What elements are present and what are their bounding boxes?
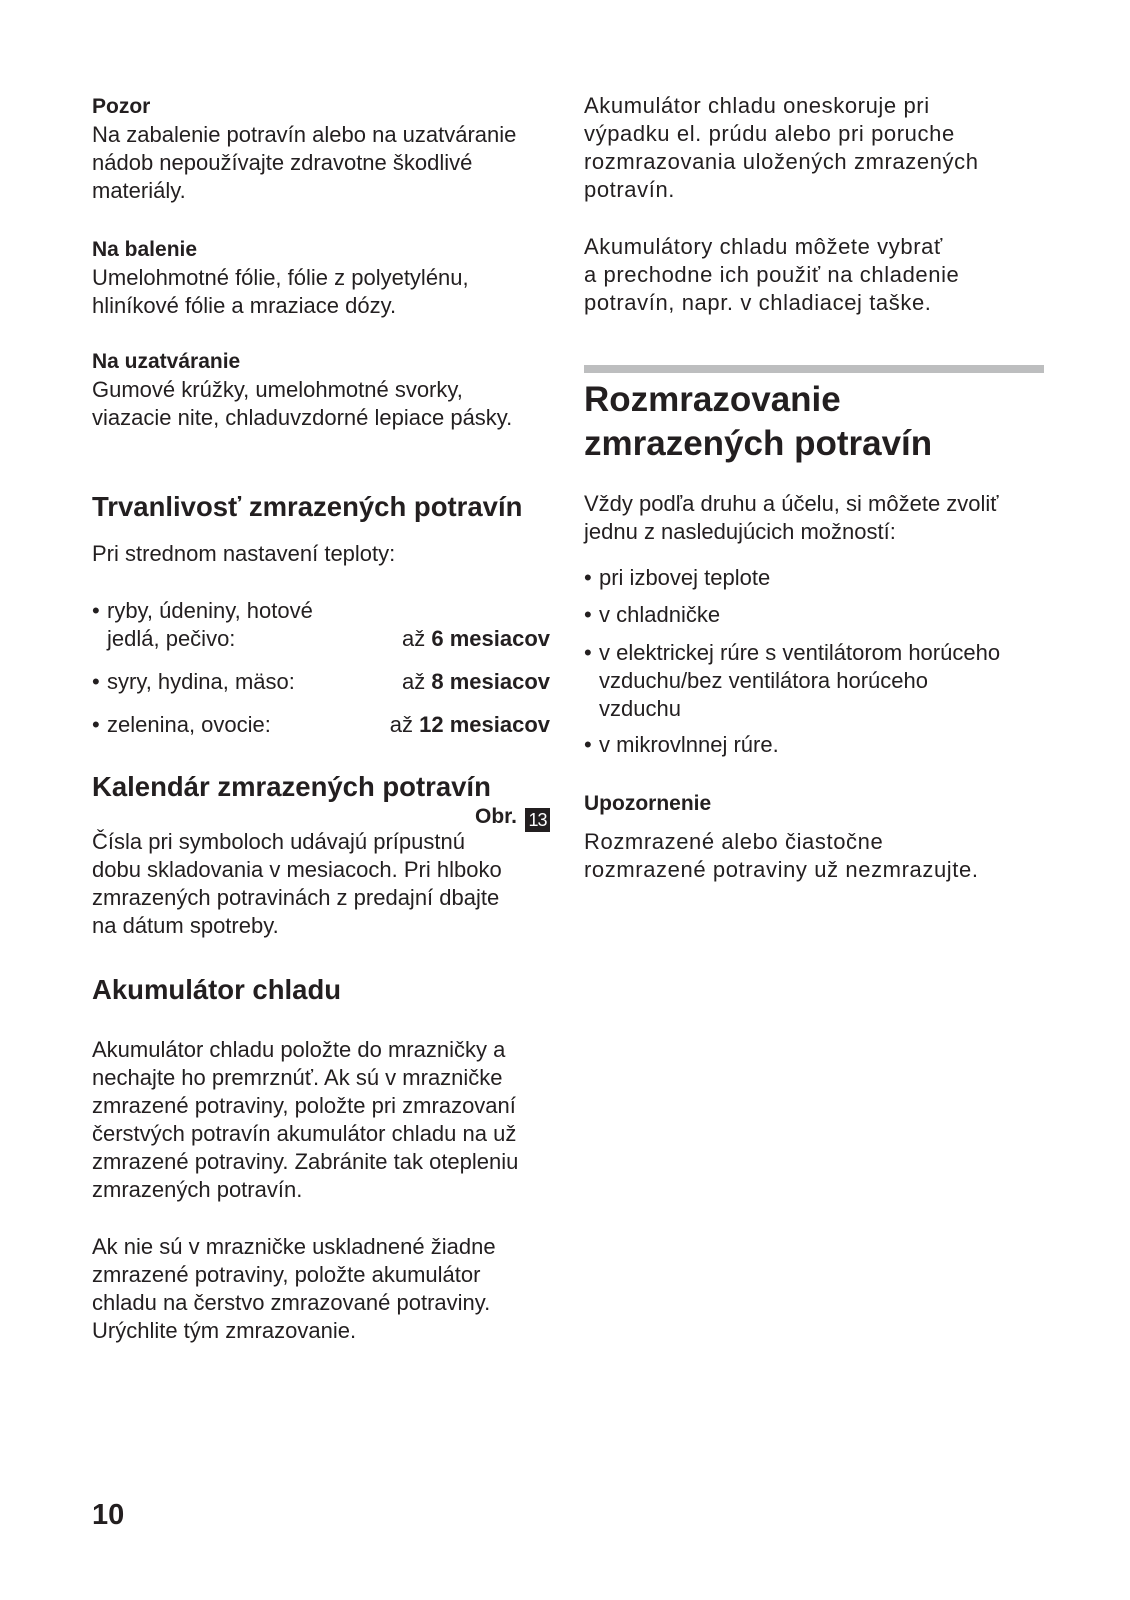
storage-label: zelenina, ovocie: [107,712,271,737]
bullet: • [92,669,100,694]
bullet: • [92,598,100,623]
thaw-option-text: vzduchu/bez ventilátora horúceho [599,668,928,693]
thaw-option-text: v mikrovlnnej rúre. [599,732,779,757]
rozmrazovanie-title [584,378,1044,466]
thaw-option-text: pri izbovej teplote [599,565,771,590]
pozor-heading: Pozor [92,95,151,118]
storage-label: ryby, údeniny, hotové [107,598,313,623]
akumulator-cont-line: Akumulátor chladu oneskoruje pri [584,93,930,118]
trvanlivost-heading: Trvanlivosť zmrazených potravín [92,491,523,522]
akumulator-heading: Akumulátor chladu [92,974,342,1005]
bullet: • [584,732,592,757]
akumulator-line: Ak nie sú v mrazničke uskladnené žiadne [92,1234,496,1259]
storage-duration: až 6 mesiacov [401,626,550,651]
akumulator-cont-line: Akumulátory chladu môžete vybrať [584,234,943,259]
thaw-option-text: v chladničke [599,602,721,627]
na-uzatvaranie-section [92,348,550,432]
storage-duration: až 12 mesiacov [389,712,550,737]
rozmrazovanie-intro-line: jednu z nasledujúcich možností: [584,519,896,544]
na-balenie-line: hliníkové fólie a mraziace dózy. [92,293,397,318]
akumulator-cont-line: rozmrazovania uložených zmrazených [584,149,979,174]
akumulator-line: nechajte ho premrznúť. Ak sú v mrazničke [92,1065,503,1090]
thaw-option [584,639,1044,723]
bullet: • [584,565,592,590]
akumulator-line: zmrazené potraviny. Zabránite tak otepleniu [92,1149,519,1174]
akumulator-cont-para1 [584,92,1044,204]
upozornenie-section [584,790,1044,884]
bullet: • [584,602,592,627]
na-uzatvaranie-heading: Na uzatváranie [92,350,241,373]
kalendar-line: zmrazených potravinách z predajní dbajte [92,885,500,910]
akumulator-para1 [92,1036,550,1204]
akumulator-cont-para2 [584,233,1044,317]
storage-label-cont: jedlá, pečivo: [107,626,236,651]
thaw-option-text: vzduchu [599,696,681,721]
akumulator-cont-line: potravín, napr. v chladiacej taške. [584,290,932,315]
pozor-line: nádob nepoužívajte zdravotne škodlivé [92,150,473,175]
na-balenie-line: Umelohmotné fólie, fólie z polyetylénu, [92,265,469,290]
kalendar-line: na dátum spotreby. [92,913,279,938]
section-divider [584,365,1044,373]
kalendar-line: dobu skladovania v mesiacoch. Pri hlboko [92,857,502,882]
bullet: • [584,640,592,665]
akumulator-line: chladu na čerstvo zmrazované potraviny. [92,1290,491,1315]
storage-row [92,668,550,696]
akumulator-line: čerstvých potravín akumulátor chladu na už [92,1121,517,1146]
upozornenie-line: Rozmrazené alebo čiastočne [584,829,884,854]
akumulator-line: zmrazené potraviny, položte pri zmrazovaní [92,1093,516,1118]
upozornenie-heading: Upozornenie [584,792,712,815]
kalendar-text [92,828,550,940]
figure-number-badge: 13 [525,808,550,832]
na-balenie-section [92,236,550,320]
storage-label: syry, hydina, mäso: [107,669,295,694]
akumulator-line: Akumulátor chladu položte do mrazničky a [92,1037,506,1062]
kalendar-heading: Kalendár zmrazených potravín [92,771,491,802]
na-uzatvaranie-line: viazacie nite, chladuvzdorné lepiace pásky. [92,405,513,430]
rozmrazovanie-intro-line: Vždy podľa druhu a účelu, si môžete zvoliť [584,491,999,516]
thaw-option-text: v elektrickej rúre s ventilátorom horúceho [599,640,1001,665]
thaw-option [584,731,1044,759]
akumulator-cont-line: a prechodne ich použiť na chladenie [584,262,960,287]
akumulator-line: Urýchlite tým zmrazovanie. [92,1318,357,1343]
pozor-section [92,93,550,205]
akumulator-line: zmrazené potraviny, položte akumulátor [92,1262,481,1287]
na-balenie-heading: Na balenie [92,238,198,261]
rozmrazovanie-title-line: zmrazených potravín [584,424,933,463]
bullet: • [92,712,100,737]
storage-row [92,597,550,653]
rozmrazovanie-title-line: Rozmrazovanie [584,380,841,419]
akumulator-cont-line: potravín. [584,177,676,202]
storage-duration: až 8 mesiacov [401,669,550,694]
na-uzatvaranie-line: Gumové krúžky, umelohmotné svorky, [92,377,463,402]
rozmrazovanie-intro [584,490,1044,546]
akumulator-line: zmrazených potravín. [92,1177,303,1202]
pozor-line: materiály. [92,178,186,203]
upozornenie-line: rozmrazené potraviny už nezmrazujte. [584,857,979,882]
thaw-option [584,601,1044,629]
kalendar-line: Čísla pri symboloch udávajú prípustnú [92,829,465,854]
trvanlivost-intro: Pri strednom nastavení teploty: [92,541,396,566]
storage-row [92,711,550,739]
thaw-option [584,564,1044,592]
akumulator-cont-line: výpadku el. prúdu alebo pri poruche [584,121,955,146]
akumulator-para2 [92,1233,550,1345]
pozor-line: Na zabalenie potravín alebo na uzatváranie [92,122,517,147]
page-number: 10 [92,1499,125,1531]
figure-label: Obr. [474,805,517,828]
